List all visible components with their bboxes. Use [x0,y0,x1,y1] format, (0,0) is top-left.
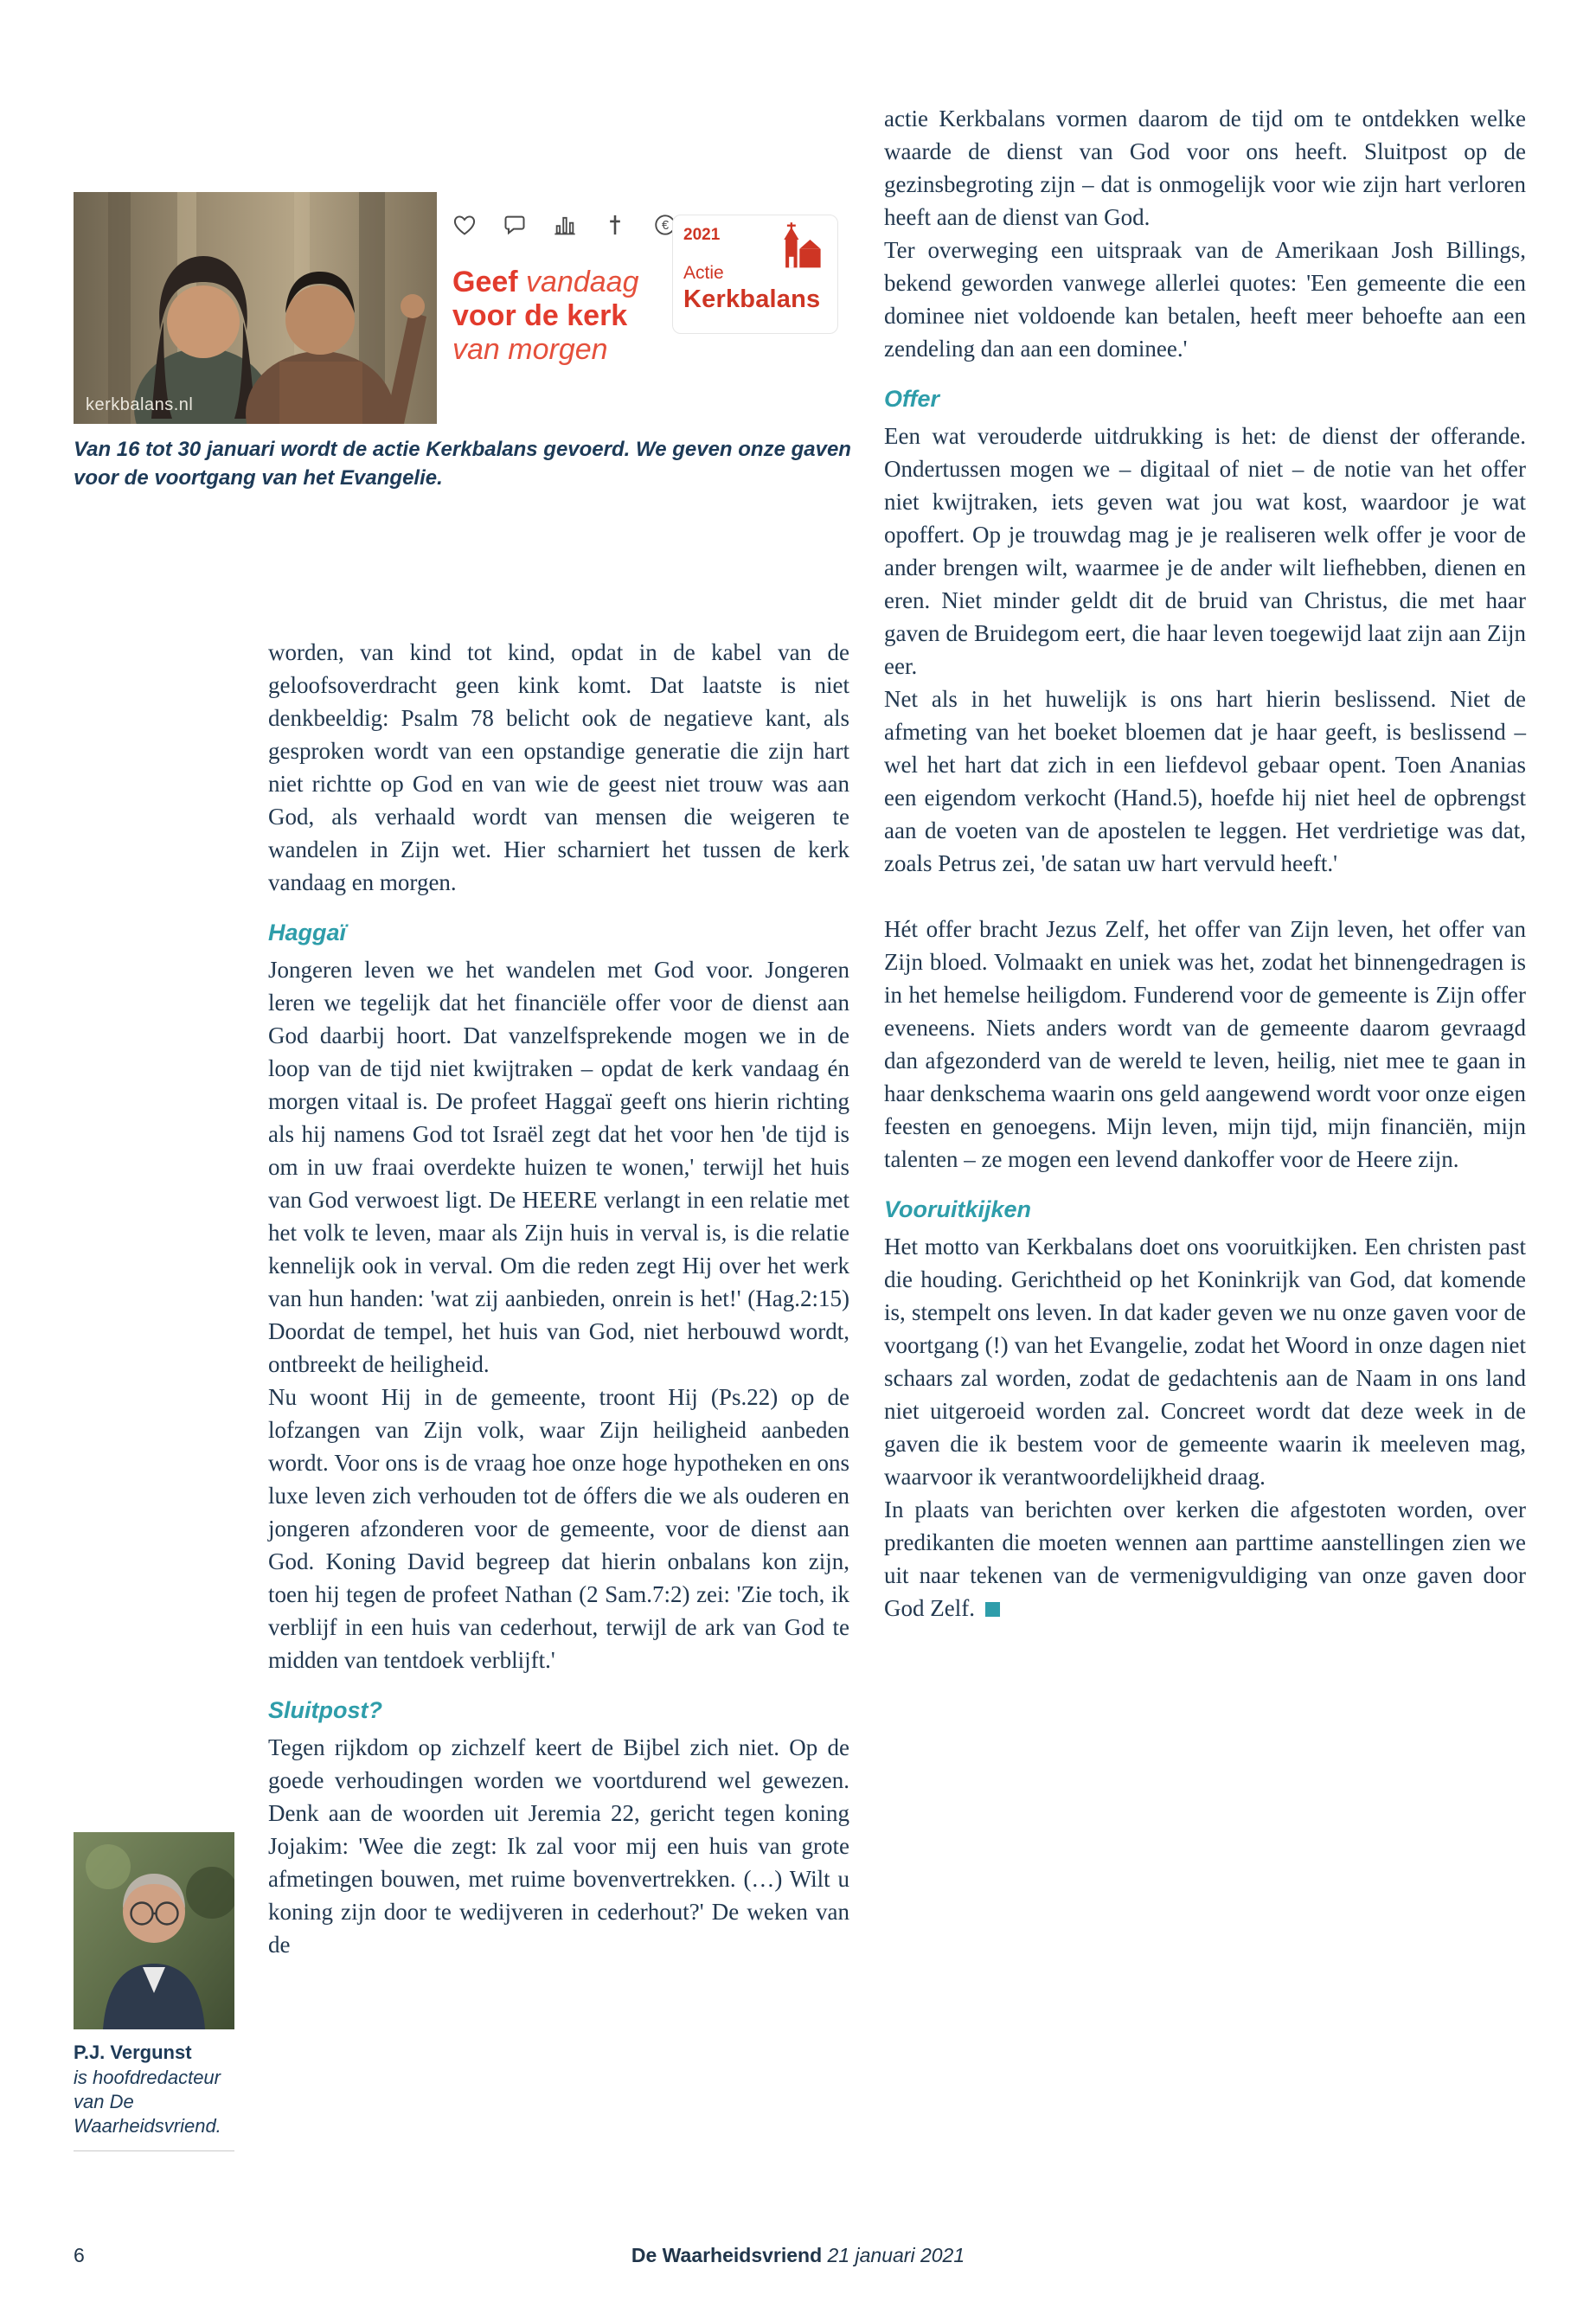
speech-bubble-icon [503,213,527,237]
tagline-geef: Geef [452,266,518,298]
body-paragraph-last [884,1493,1526,1625]
logo-kerkbalans-label: Kerkbalans [683,285,821,313]
body-paragraph: Ter overweging een uitspraak van de Amerikaan Josh Billings, bekend geworden vanwege allerlei quotes: 'Een gemeente die een dominee niet voldoende kan betalen, heeft meer behoefte aan een zendeling dan aan een dominee.' [884,237,1526,362]
actie-kerkbalans-logo [672,215,838,334]
body-paragraph: worden, van kind tot kind, opdat in de kabel van de geloofsoverdracht geen kink komt. Dat laatste is niet denkbeeldig: Psalm 78 belicht ook de negatieve kant, als gesproken wordt van een opstandige generatie die zijn hart niet richtte op God en van wie de geest niet trouw was aan God, als verhaald wordt van mensen die weigeren te wandelen in Zijn wet. Hier scharniert het tussen de kerk vandaag en morgen. [268,639,849,895]
left-column [268,636,849,1961]
footer-date: 21 januari 2021 [827,2244,965,2266]
body-paragraph: Het motto van Kerkbalans doet ons vooruitkijken. Een christen past die houding. Gerichtheid op het Koninkrijk van God, dat komende is, stempelt ons leven. In dat kader geven we nu onze gaven voor de voortgang (!) van het Evangelie, zodat het Woord in onze dagen niet schaars zal worden, zodat de gedachtenis aan de Naam in ons land niet uitgeroeid worden zal. Concreet wordt dat deze week in de gaven die ik bestem voor de gemeente waarin ik meeleven mag, waarvoor ik verantwoordelijkheid draag. [884,1234,1526,1490]
heart-icon [452,213,477,237]
article-end-mark [985,1602,1000,1617]
author-name: P.J. Vergunst [74,2041,192,2063]
tagline-line-2: voor de kerk [452,299,628,332]
banner-right-panel [437,192,843,424]
section-heading-haggai: Haggaï [268,920,347,945]
banner-photo-art [74,192,437,424]
body-paragraph: Tegen rijkdom op zichzelf keert de Bijbel zich niet. Op de goede verhoudingen worden we voortdurend wel gewezen. Denk aan de woorden uit Jeremia 22, gericht tegen koning Jojakim: 'Wee die zegt: Ik zal voor mij een huis van grote afmetingen bouwen, met ruime bovenvertrekken. (…) Wilt u koning zijn door te wedijveren in cederhout?' De weken van de [268,1734,849,1958]
svg-text:€: € [661,219,670,234]
body-paragraph: Hét offer bracht Jezus Zelf, het offer van Zijn leven, het offer van Zijn bloed. Volmaakt en uniek was het, zodat het binnengedragen is in het hemelse heiligdom. Funderend voor de gemeente is Zijn offer eveneens. Niets anders wordt van de gemeente daarom gevraagd dan afgezonderd van de wereld te leven, heilig, niet mee te gaan in haar denkschema waarin ons geld aangewend wordt voor onze eigen feesten en genoegens. Mijn leven, mijn tijd, mijn financiën, mijn talenten – ze mogen een levend dankoffer voor de Heere zijn. [884,916,1526,1172]
author-bio: is hoofdredacteur van De Waarheidsvriend. [74,2067,221,2137]
logo-actie-label: Actie [683,263,724,283]
banner-photo [74,192,437,424]
author-divider [74,2150,234,2151]
church-icon [779,222,825,277]
tagline-vandaag: vandaag [526,266,639,298]
page-number: 6 [74,2244,85,2266]
cross-icon [603,213,627,237]
logo-year: 2021 [683,226,721,244]
photo-watermark: kerkbalans.nl [86,395,194,414]
body-paragraph: Net als in het huwelijk is ons hart hierin beslissend. Niet de afmeting van het boeket bloemen dat je haar geeft, is beslissend – wel het hart dat zich in een liefdevol gebaar opent. Toen Ananias een eigendom verkocht (Hand.5), hoefde hij niet heel de opbrengst aan de voeten van de apostelen te leggen. Het verdrietige was dat, zoals Petrus zei, 'de satan uw hart vervuld heeft.' [884,686,1526,876]
body-paragraph: Jongeren leven we het wandelen met God voor. Jongeren leren we tegelijk dat het financiële offer voor de dienst aan God daarbij hoort. Dat vanzelfsprekende mogen we in de loop van de tijd niet kwijtraken – opdat de kerk vandaag én morgen vitaal is. De profeet Haggaï geeft ons hierin richting als hij namens God tot Israël zegt dat het voor hen 'de tijd is om in uw fraai overdekte huizen te wonen,' terwijl het huis van God verwoest ligt. De HEERE verlangt in een relatie met het volk te leven, maar als Zijn huis in verval is, is die relatie kennelijk ook in verval. Om die reden zegt Hij over het werk van hun handen: 'wat zij aanbieden, onrein is het!' (Hag.2:15) Doordat de tempel, het huis van God, niet herbouwd wordt, ontbreekt de heiligheid. [268,957,849,1377]
section-heading-offer: Offer [884,386,940,412]
body-paragraph: actie Kerkbalans vormen daarom de tijd om te ontdekken welke waarde de dienst van God voor ons heeft. Sluitpost op de gezinsbegroting zijn – dat is onmogelijk voor wie zijn hart verloren heeft aan de dienst van God. [884,106,1526,230]
body-paragraph: Nu woont Hij in de gemeente, troont Hij (Ps.22) op de lofzangen van Zijn volk, waar Zijn heiligheid aanbeden wordt. Voor ons is de vraag hoe onze hoge hypotheken en ons luxe leven zich verhouden tot de óffers die we als ouderen en jongeren afzonderen voor de gemeente, voor de dienst aan God. Koning David begreep dat hierin onbalans kon zijn, toen hij tegen de profeet Nathan (2 Sam.7:2) zei: 'Zie toch, ik verblijf in een huis van cederhout, terwijl de ark van God te midden van tentdoek verblijft.' [268,1384,849,1673]
author-block [74,1832,234,2151]
footer-brand: De Waarheidsvriend [631,2244,823,2266]
kerkbalans-banner [74,192,843,424]
body-paragraph-text: In plaats van berichten over kerken die afgestoten worden, over predikanten die moeten wennen aan parttime aanstellingen zien we uit naar tekenen van de vermenigvuldiging van onze gaven door God Zelf. [884,1497,1526,1621]
footer [0,2244,1596,2267]
author-photo-art [74,1832,234,2029]
right-column [884,102,1526,1625]
section-heading-sluitpost: Sluitpost? [268,1697,382,1723]
bar-chart-icon [553,213,577,237]
tagline-line-3: van morgen [452,333,608,366]
photo-caption: Van 16 tot 30 januari wordt de actie Kerkbalans gevoerd. We geven onze gaven voor de voortgang van het Evangelie. [74,438,851,490]
author-photo [74,1832,234,2029]
body-paragraph: Een wat verouderde uitdrukking is het: de dienst der offerande. Ondertussen mogen we – digitaal of niet – de notie van het offer niet kwijtraken, iets geven wat jou wat kost, waardoor je wat opoffert. Op je trouwdag mag je je realiseren welk offer je voor de ander brengen wilt, waarmee je de ander wilt liefhebben, dienen en eren. Niet minder geldt dit de bruid van Christus, die met haar gaven de Bruidegom eert, die haar leven toegewijd laat zijn aan Zijn eer. [884,423,1526,679]
section-heading-vooruitkijken: Vooruitkijken [884,1196,1032,1222]
